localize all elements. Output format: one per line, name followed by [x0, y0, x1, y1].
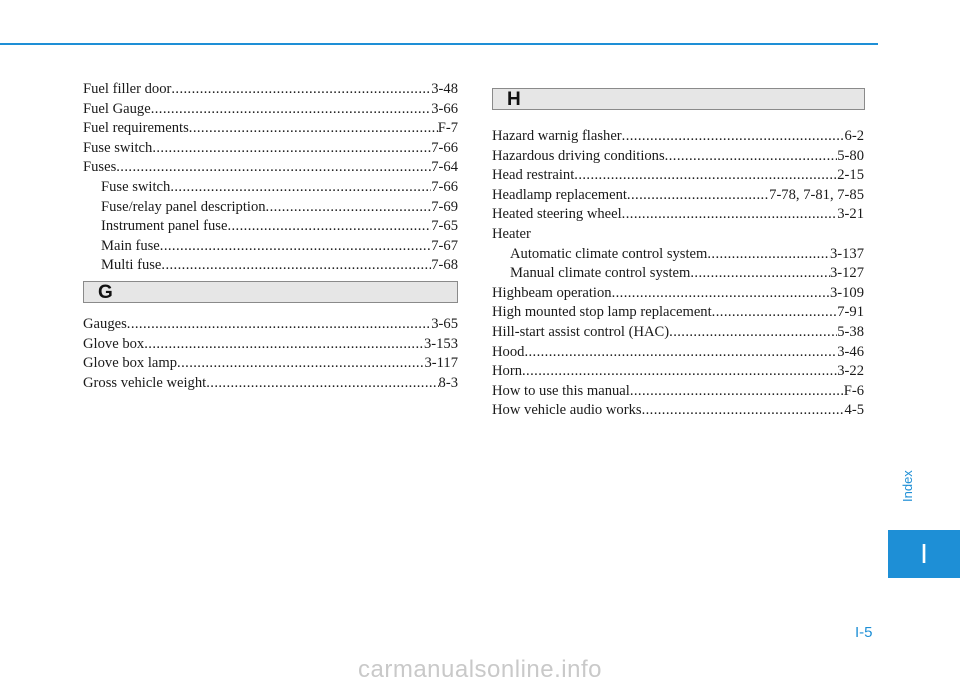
index-list-g: [83, 315, 458, 393]
entry-label: Hill-start assist control (HAC): [492, 323, 670, 340]
watermark: carmanualsonline.info: [358, 656, 602, 683]
section-header-h: H: [492, 88, 865, 110]
entry-label: Hood: [492, 343, 525, 360]
dot-leader: [612, 284, 830, 304]
index-entry: [83, 198, 458, 218]
dot-leader: [171, 80, 431, 100]
dot-leader: [522, 362, 837, 382]
dot-leader: [622, 205, 838, 225]
index-entry: [83, 256, 458, 276]
index-entry: [83, 217, 458, 237]
entry-label: High mounted stop lamp replacement: [492, 304, 712, 321]
side-tab: I: [888, 530, 960, 578]
dot-leader: [151, 100, 432, 120]
dot-leader: [152, 139, 431, 159]
entry-page: 3-137: [829, 245, 864, 262]
index-entry: [83, 158, 458, 178]
entry-page: 7-66: [431, 178, 458, 195]
entry-page: 2-15: [837, 167, 864, 184]
entry-page: 3-48: [431, 81, 458, 97]
index-column-left-g: [83, 315, 458, 393]
dot-leader: [116, 158, 431, 178]
entry-page: F-6: [843, 382, 864, 399]
entry-label: Fuse switch: [101, 178, 171, 195]
index-entry: [492, 205, 864, 225]
dot-leader: [160, 237, 431, 257]
entry-label: Hazard warnig flasher: [492, 128, 622, 144]
entry-page: 7-68: [431, 257, 458, 274]
entry-label: Highbeam operation: [492, 284, 612, 301]
index-entry: [492, 166, 864, 186]
dot-leader: [712, 303, 838, 323]
entry-label: Fuses: [83, 159, 117, 176]
dot-leader: [665, 147, 838, 167]
dot-leader: [627, 186, 769, 206]
top-rule: [0, 43, 878, 45]
index-entry: [83, 139, 458, 159]
entry-page: 3-21: [837, 206, 864, 223]
index-entry: [492, 225, 864, 245]
dot-leader: [161, 256, 431, 276]
entry-page: 7-69: [431, 198, 458, 215]
entry-page: 3-46: [837, 343, 864, 360]
entry-page: 7-65: [431, 218, 458, 235]
index-entry: [492, 186, 864, 206]
entry-label: Fuse switch: [83, 139, 153, 156]
dot-leader: [227, 217, 431, 237]
index-entry: [492, 245, 864, 265]
index-entry: [492, 401, 864, 421]
index-entry: [83, 100, 458, 120]
dot-leader: [669, 323, 837, 343]
side-section-label-text: Index: [900, 470, 915, 502]
entry-label: Main fuse: [101, 237, 160, 254]
index-list-f: [83, 80, 458, 276]
index-entry: [492, 147, 864, 167]
dot-leader: [574, 166, 837, 186]
entry-label: Heated steering wheel: [492, 206, 622, 223]
entry-label: How vehicle audio works: [492, 402, 642, 419]
entry-label: Horn: [492, 363, 522, 380]
dot-leader: [622, 127, 845, 147]
dot-leader: [690, 264, 830, 284]
dot-leader: [206, 374, 438, 394]
entry-page: 5-80: [837, 147, 864, 164]
index-entry: [83, 315, 458, 335]
entry-page: 7-78, 7-81, 7-85: [769, 186, 864, 203]
entry-page: F-7: [437, 120, 458, 137]
section-header-g: G: [83, 281, 458, 303]
index-column-right: [492, 127, 864, 421]
dot-leader: [524, 343, 837, 363]
entry-page: 7-67: [431, 237, 458, 254]
dot-leader: [127, 315, 431, 335]
index-entry: [492, 127, 864, 147]
entry-label: Fuse/relay panel description: [101, 198, 266, 215]
dot-leader: [707, 245, 830, 265]
entry-page: 5-38: [837, 323, 864, 340]
index-entry: [492, 264, 864, 284]
side-section-label: [888, 470, 960, 530]
index-entry: [83, 119, 458, 139]
entry-page: 7-64: [431, 159, 458, 176]
index-entry: [83, 237, 458, 257]
entry-label: Glove box: [83, 335, 145, 352]
entry-label: Hazardous driving conditions: [492, 147, 665, 164]
entry-page: 3-65: [431, 316, 458, 332]
index-entry: [492, 284, 864, 304]
entry-label: Headlamp replacement: [492, 186, 627, 203]
dot-leader: [177, 354, 424, 374]
index-entry: [492, 382, 864, 402]
entry-page: 6-2: [844, 128, 864, 144]
dot-leader: [642, 401, 845, 421]
dot-leader: [266, 198, 432, 218]
entry-page: 7-91: [837, 304, 864, 321]
index-list-h: [492, 127, 864, 421]
entry-page: 8-3: [438, 374, 458, 391]
entry-page: 3-22: [837, 363, 864, 380]
entry-label: Instrument panel fuse: [101, 218, 228, 235]
entry-label: Head restraint: [492, 167, 575, 184]
dot-leader: [189, 119, 438, 139]
entry-label: Fuel Gauge: [83, 100, 151, 117]
entry-label: Gauges: [83, 316, 127, 332]
entry-label: Fuel filler door: [83, 81, 172, 97]
index-entry: [492, 362, 864, 382]
entry-label: Gross vehicle weight: [83, 374, 207, 391]
index-entry: [83, 374, 458, 394]
entry-page: 3-153: [423, 335, 458, 352]
index-entry: [492, 303, 864, 323]
entry-label: Manual climate control system: [510, 265, 691, 282]
index-entry: [83, 80, 458, 100]
entry-page: 3-127: [829, 265, 864, 282]
index-entry: [492, 323, 864, 343]
index-column-left: [83, 80, 458, 276]
entry-label: Automatic climate control system: [510, 245, 708, 262]
dot-leader: [630, 382, 844, 402]
page-number: I-5: [855, 624, 873, 641]
entry-page: 7-66: [431, 139, 458, 156]
index-entry: [83, 335, 458, 355]
entry-page: 3-109: [829, 284, 864, 301]
dot-leader: [144, 335, 424, 355]
entry-label: Multi fuse: [101, 257, 162, 274]
index-entry: [83, 178, 458, 198]
entry-label: Glove box lamp: [83, 355, 178, 372]
entry-label: How to use this manual: [492, 382, 630, 399]
entry-label: Fuel requirements: [83, 120, 189, 137]
entry-page: 3-117: [424, 355, 458, 372]
entry-label: Heater: [492, 225, 531, 242]
entry-page: 3-66: [431, 100, 458, 117]
index-entry: [492, 343, 864, 363]
dot-leader: [170, 178, 431, 198]
entry-page: 4-5: [844, 402, 864, 419]
index-entry: [83, 354, 458, 374]
